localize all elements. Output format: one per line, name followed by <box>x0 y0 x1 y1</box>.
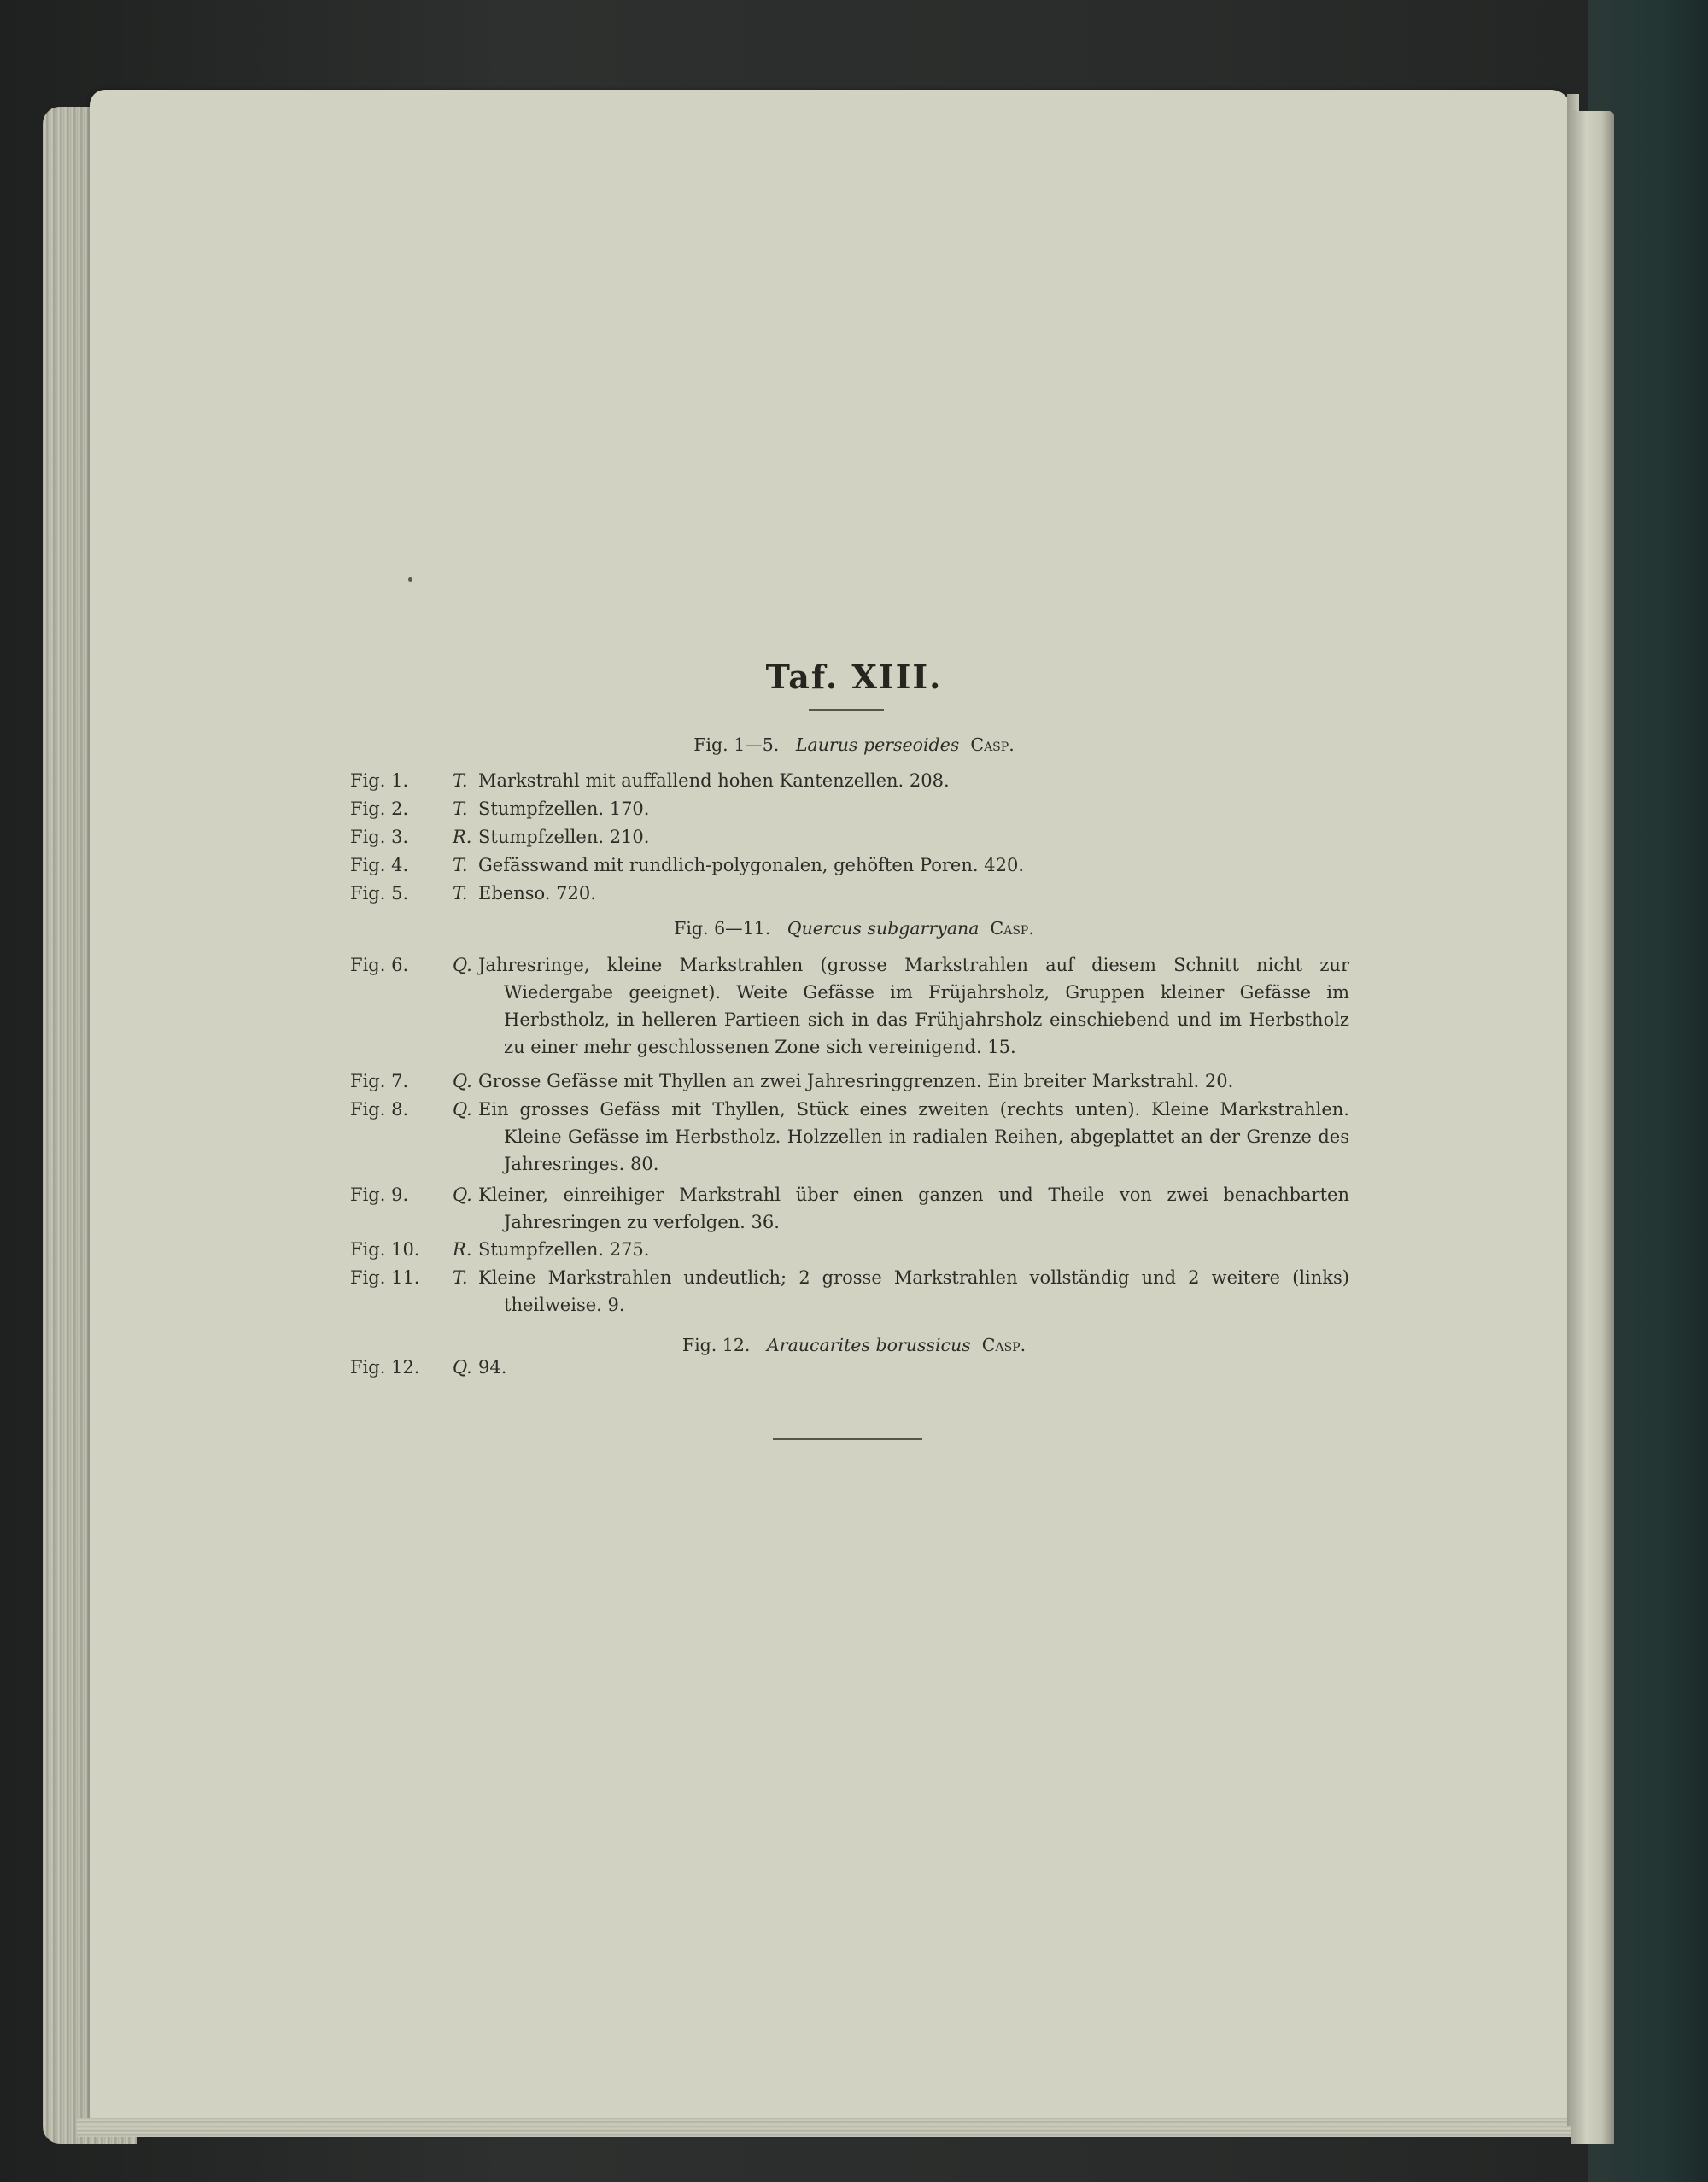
section-author: Casp. <box>970 734 1015 755</box>
figure-caption: Ebenso. 720. <box>478 883 596 904</box>
figure-caption: Jahresringe, kleine Markstrahlen (grosse Markstrahlen auf diesem Schnitt nicht zur Wiedergabe geeignet). Weite Gefässe im Früjahrsholz, Gruppen kleiner Gefässe im Herbstholz, in helleren Partieen sich in das Frühjahrsholz einschiebend und im Herbstholz zu einer mehr geschlossenen Zone sich vereinigend. 15. <box>478 955 1349 1057</box>
plate-title: Taf. XIII. <box>765 658 943 696</box>
figure-caption: Stumpfzellen. 275. <box>478 1239 650 1260</box>
section-type: T. <box>453 770 468 791</box>
figure-entry <box>350 1181 1349 1236</box>
figure-number: Fig. 2. <box>350 799 409 819</box>
page-bottom-edge <box>77 2118 1576 2137</box>
figure-entry <box>350 880 1349 907</box>
closing-rule <box>773 1438 922 1440</box>
section-species: Laurus perseoides <box>795 734 960 755</box>
figure-number: Fig. 11. <box>350 1267 420 1288</box>
figure-caption: Stumpfzellen. 170. <box>478 799 650 819</box>
paper-speck <box>408 577 412 582</box>
figure-entry <box>350 795 1349 822</box>
figure-number: Fig. 1. <box>350 770 409 791</box>
figure-caption: Ein grosses Gefäss mit Thyllen, Stück eines zweiten (rechts unten). Kleine Markstrahlen. Kleine Gefässe im Herbstholz. Holzzellen in radialen Reihen, abgeplattet an der Grenze des Jahresringes. 80. <box>478 1099 1349 1174</box>
figure-caption: 94. <box>478 1357 507 1378</box>
section-fig-range: Fig. 1—5. <box>693 734 780 755</box>
section-heading <box>0 918 1708 939</box>
figure-entry <box>350 1236 1349 1263</box>
section-fig-range: Fig. 12. <box>681 1335 751 1355</box>
figure-caption: Stumpfzellen. 210. <box>478 827 650 847</box>
figure-number: Fig. 6. <box>350 955 409 975</box>
figure-number: Fig. 3. <box>350 827 409 847</box>
section-author: Casp. <box>981 1335 1027 1355</box>
facing-page-edge <box>1571 111 1614 2144</box>
figure-caption: Grosse Gefässe mit Thyllen an zwei Jahresringgrenzen. Ein breiter Markstrahl. 20. <box>478 1071 1234 1091</box>
figure-caption: Gefässwand mit rundlich-polygonalen, gehöften Poren. 420. <box>478 855 1024 875</box>
figure-number: Fig. 5. <box>350 883 409 904</box>
section-type: Q. <box>453 1099 472 1120</box>
figure-caption: Markstrahl mit auffallend hohen Kantenzellen. 208. <box>478 770 950 791</box>
figure-number: Fig. 8. <box>350 1099 409 1120</box>
section-type: Q. <box>453 955 472 975</box>
figure-number: Fig. 9. <box>350 1185 409 1205</box>
figure-number: Fig. 4. <box>350 855 409 875</box>
figure-number: Fig. 10. <box>350 1239 420 1260</box>
figure-entry <box>350 767 1349 794</box>
section-species: Araucarites borussicus <box>766 1335 971 1355</box>
figure-entry <box>350 851 1349 879</box>
section-type: Q. <box>453 1185 472 1205</box>
section-type: T. <box>453 883 468 904</box>
section-type: T. <box>453 799 468 819</box>
section-heading <box>0 734 1708 755</box>
section-fig-range: Fig. 6—11. <box>674 918 771 939</box>
figure-entry <box>350 951 1349 1061</box>
figure-entry <box>350 1264 1349 1319</box>
section-type: Q. <box>453 1357 472 1378</box>
section-type: T. <box>453 855 468 875</box>
section-type: R. <box>453 827 472 847</box>
section-heading <box>0 1335 1708 1355</box>
section-species: Quercus subgarryana <box>787 918 980 939</box>
section-type: R. <box>453 1239 472 1260</box>
figure-entry <box>350 823 1349 851</box>
figure-entry <box>350 1354 1349 1381</box>
section-type: T. <box>453 1267 468 1288</box>
title-rule <box>809 709 884 711</box>
figure-entry <box>350 1096 1349 1178</box>
figure-caption: Kleiner, einreihiger Markstrahl über einen ganzen und Theile von zwei benachbarten Jahresringen zu verfolgen. 36. <box>478 1185 1349 1232</box>
figure-entry <box>350 1068 1349 1095</box>
figure-caption: Kleine Markstrahlen undeutlich; 2 grosse Markstrahlen vollständig und 2 weitere (links) theilweise. 9. <box>478 1267 1349 1315</box>
figure-number: Fig. 12. <box>350 1357 420 1378</box>
section-type: Q. <box>453 1071 472 1091</box>
section-author: Casp. <box>990 918 1034 939</box>
figure-number: Fig. 7. <box>350 1071 409 1091</box>
